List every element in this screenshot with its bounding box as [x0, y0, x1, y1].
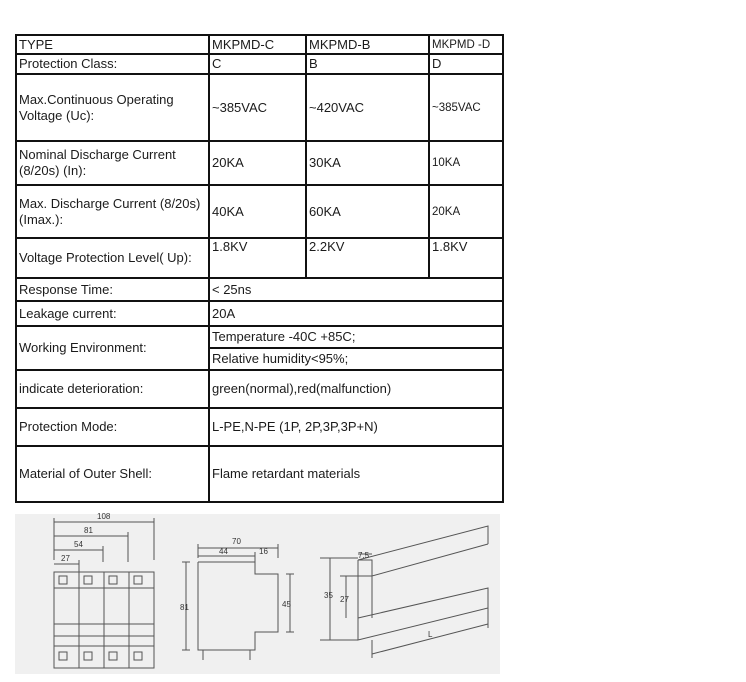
cell-b: 2.2KV [306, 238, 429, 278]
cell-value: L-PE,N-PE (1P, 2P,3P,3P+N) [209, 408, 503, 446]
row-label: indicate deterioration: [16, 370, 209, 408]
table-row [16, 54, 503, 74]
row-label: Nominal Discharge Current (8/20s) (In): [16, 141, 209, 185]
row-label: Material of Outer Shell: [16, 446, 209, 502]
cell-humidity: Relative humidity<95%; [209, 348, 503, 370]
cell-c: ~385VAC [209, 74, 306, 141]
table-row [16, 35, 503, 54]
row-label: Protection Mode: [16, 408, 209, 446]
spec-table [15, 34, 504, 503]
table-row [16, 408, 503, 446]
row-label: Voltage Protection Level( Up): [16, 238, 209, 278]
table-row [16, 326, 503, 348]
cell-value: Flame retardant materials [209, 446, 503, 502]
dim-rail-inner-height: 27 [340, 595, 349, 604]
dim-rail-length: L [428, 630, 433, 639]
header-col-d: MKPMD -D [429, 35, 503, 54]
table-row [16, 141, 503, 185]
dim-width-1: 27 [61, 554, 70, 563]
cell-c: C [209, 54, 306, 74]
table-row [16, 185, 503, 238]
table-row [16, 446, 503, 502]
dim-rail-lip: 7.5 [358, 551, 370, 560]
dim-width-total: 108 [97, 512, 111, 521]
row-label: Max.Continuous Operating Voltage (Uc): [16, 74, 209, 141]
row-label: Leakage current: [16, 301, 209, 326]
cell-b: ~420VAC [306, 74, 429, 141]
table-row [16, 278, 503, 301]
cell-value: < 25ns [209, 278, 503, 301]
cell-c: 40KA [209, 185, 306, 238]
cell-value: 20A [209, 301, 503, 326]
header-type-label: TYPE [16, 35, 209, 54]
dim-step: 16 [259, 547, 268, 556]
header-col-c: MKPMD-C [209, 35, 306, 54]
header-col-b: MKPMD-B [306, 35, 429, 54]
dim-height: 81 [180, 603, 189, 612]
cell-d: ~385VAC [429, 74, 503, 141]
dim-front-depth: 44 [219, 547, 228, 556]
cell-d: 1.8KV [429, 238, 503, 278]
cell-b: 30KA [306, 141, 429, 185]
dim-width-2: 54 [74, 540, 83, 549]
cell-d: 20KA [429, 185, 503, 238]
cell-c: 1.8KV [209, 238, 306, 278]
table-row [16, 238, 503, 278]
table-row [16, 301, 503, 326]
cell-d: D [429, 54, 503, 74]
cell-value: green(normal),red(malfunction) [209, 370, 503, 408]
cell-c: 20KA [209, 141, 306, 185]
row-label: Max. Discharge Current (8/20s) (Imax.): [16, 185, 209, 238]
table-row [16, 370, 503, 408]
cell-b: 60KA [306, 185, 429, 238]
dim-mid-height: 45 [282, 600, 291, 609]
cell-d: 10KA [429, 141, 503, 185]
table-row [16, 74, 503, 141]
row-label: Protection Class: [16, 54, 209, 74]
cell-b: B [306, 54, 429, 74]
row-label: Working Environment: [16, 326, 209, 370]
cell-temperature: Temperature -40C +85C; [209, 326, 503, 348]
dimension-drawings [0, 500, 746, 677]
row-label: Response Time: [16, 278, 209, 301]
dim-width-3: 81 [84, 526, 93, 535]
drawings-svg [0, 500, 746, 677]
dim-rail-height: 35 [324, 591, 333, 600]
dim-depth: 70 [232, 537, 241, 546]
